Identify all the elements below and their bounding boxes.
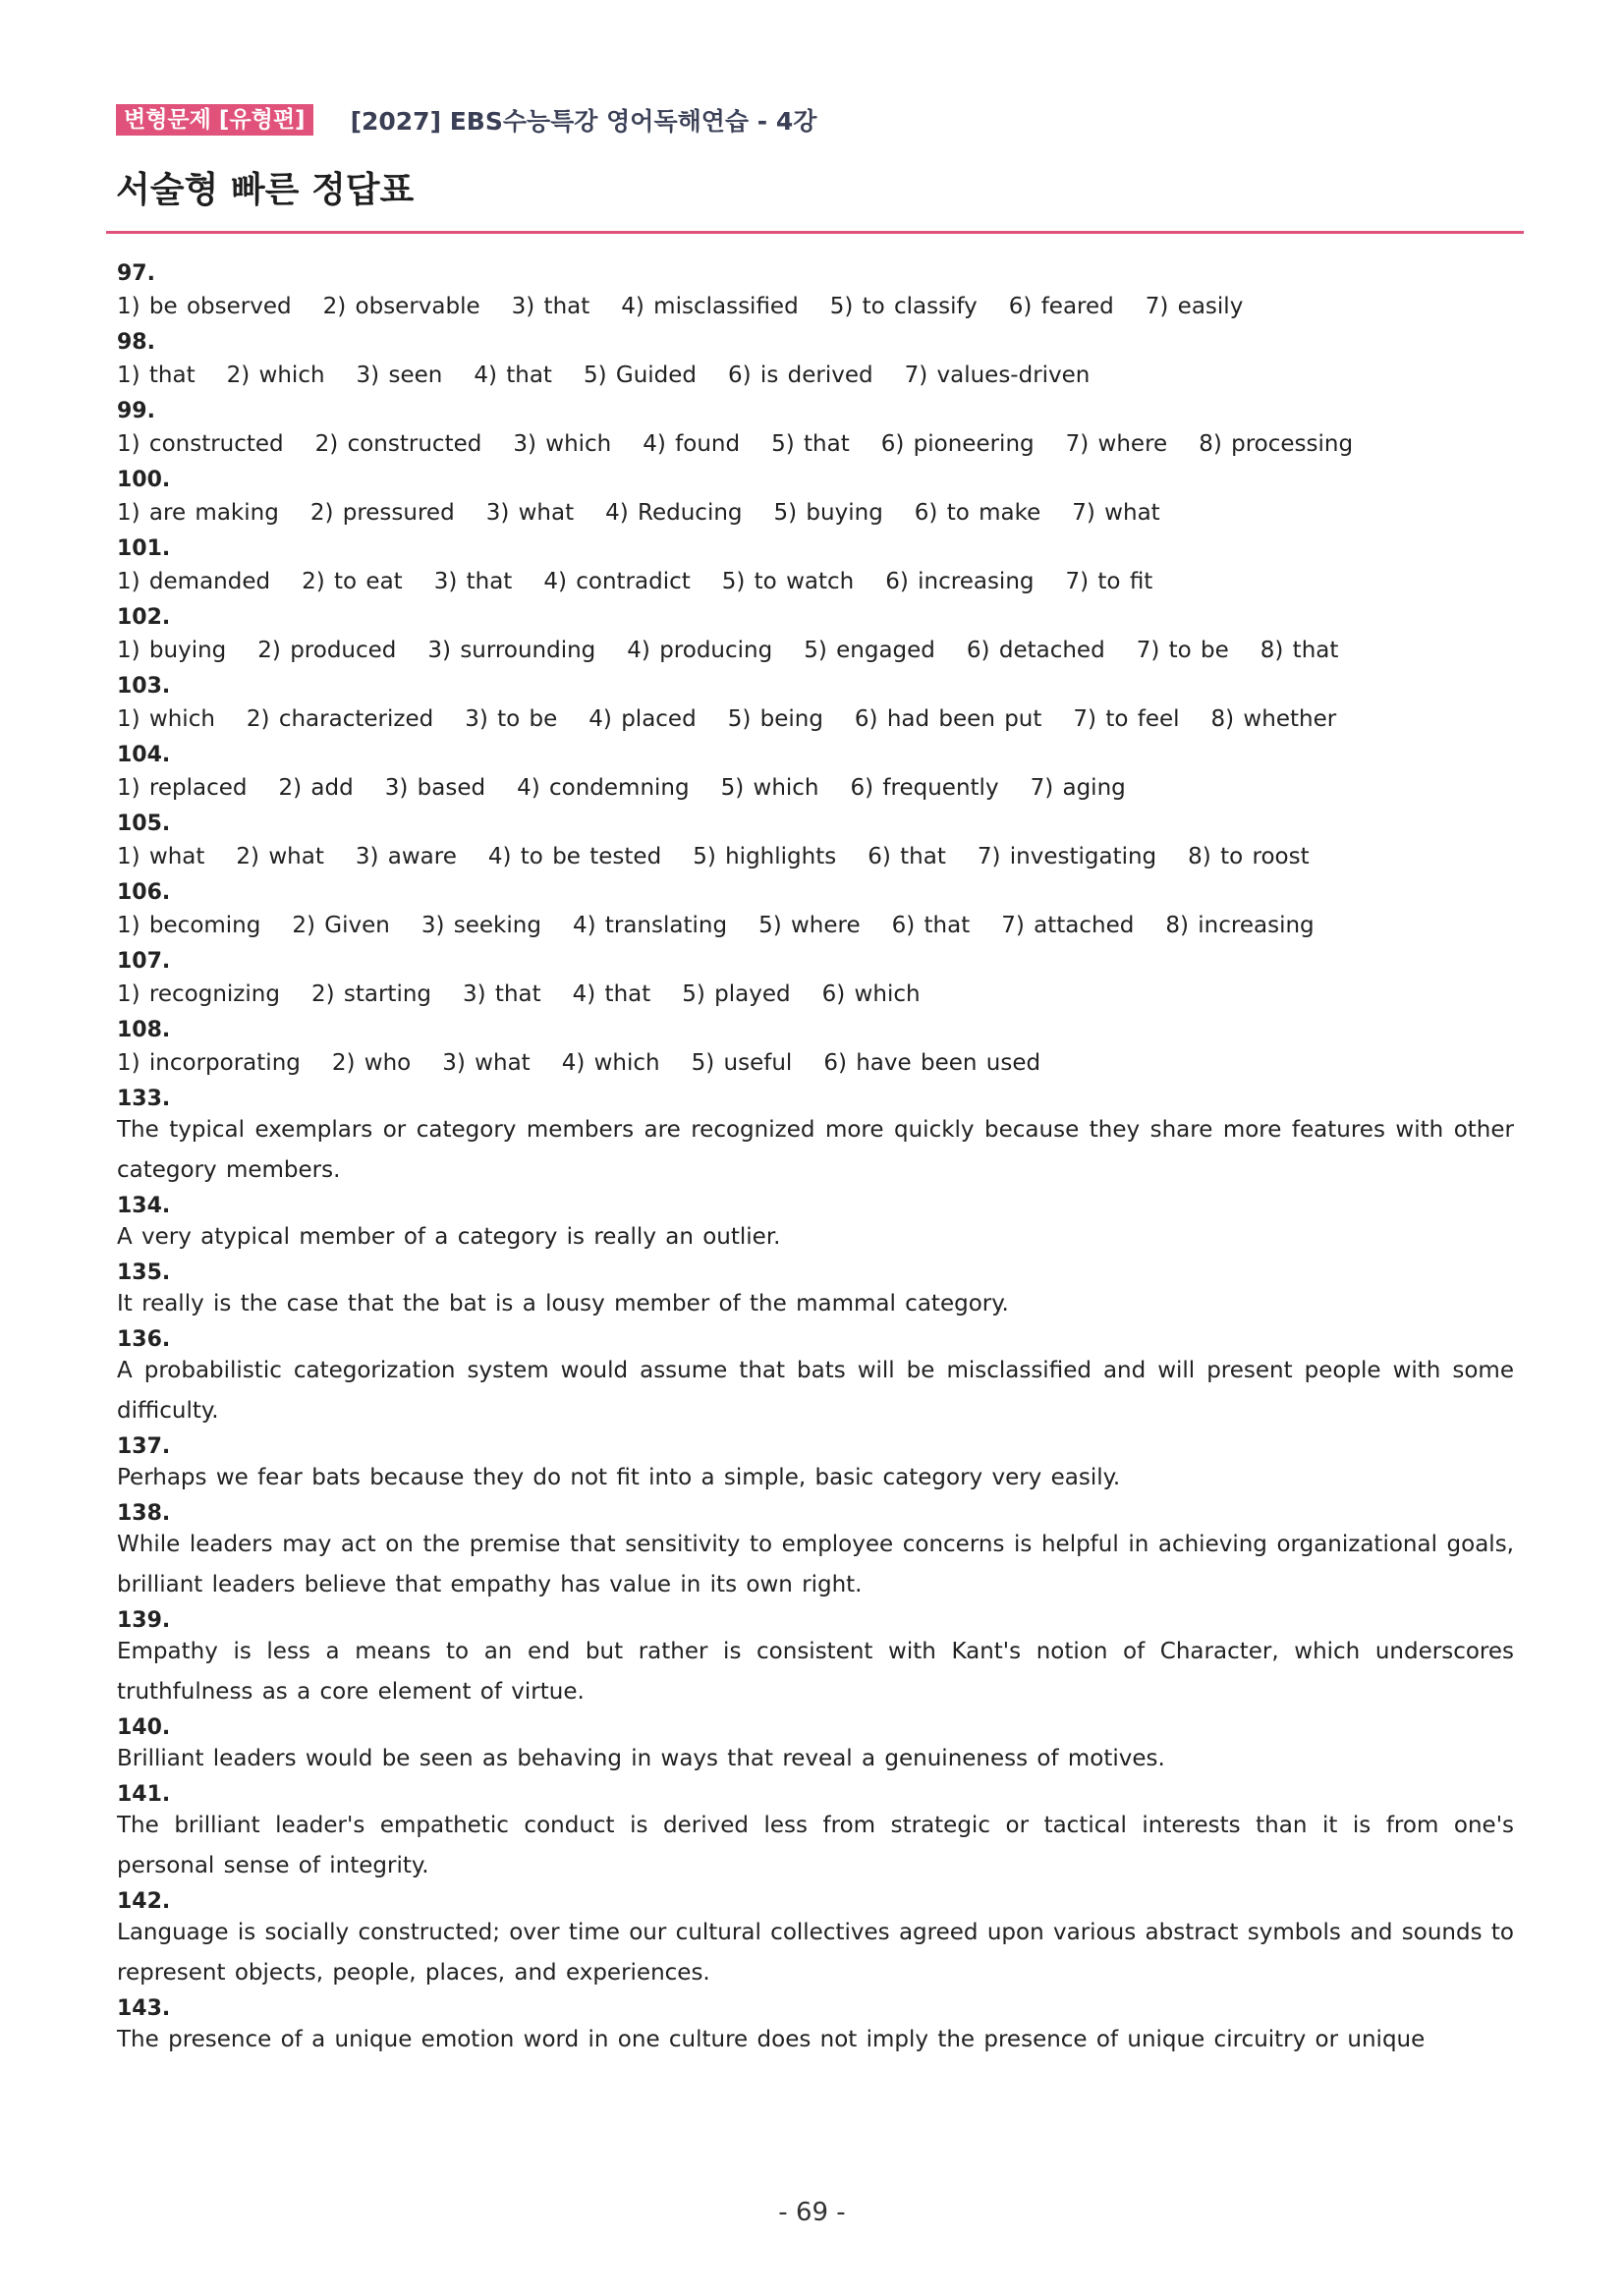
answer-sentence: The presence of a unique emotion word in one culture does not imply the presence of unique circuitry or unique	[117, 2027, 1426, 2052]
page-number: - 69 -	[778, 2198, 846, 2227]
answer-entry: 5) to classify	[829, 294, 978, 319]
sentence-item	[117, 1191, 1514, 1258]
answer-entry: 4) to be tested	[487, 844, 662, 869]
answer-entry: 3) what	[485, 500, 575, 526]
answer-entry: 4) misclassified	[621, 294, 799, 319]
answer-entry: 2) constructed	[314, 431, 482, 457]
answer-entry: 7) what	[1072, 500, 1160, 526]
answer-entry: 3) that	[463, 981, 541, 1007]
question-number: 100.	[117, 468, 171, 492]
answer-entry: 1) demanded	[117, 569, 271, 594]
answer-entry: 7) where	[1065, 431, 1168, 457]
answer-entry: 7) to fit	[1065, 569, 1153, 594]
question-number: 101.	[117, 536, 171, 561]
answer-entry: 6) that	[891, 913, 971, 938]
answer-entry: 6) detached	[966, 638, 1105, 663]
answer-entry: 7) values-driven	[904, 363, 1091, 388]
answer-line	[117, 836, 1514, 877]
sentence-item	[117, 1431, 1514, 1498]
question-number: 99.	[117, 399, 155, 423]
answer-entry: 7) to be	[1136, 638, 1229, 663]
answer-entry: 2) starting	[310, 981, 432, 1007]
answer-entry: 1) constructed	[117, 431, 284, 457]
answer-entry: 3) to be	[465, 706, 558, 732]
answer-entry: 6) which	[821, 981, 921, 1007]
question-number: 138.	[117, 1501, 171, 1526]
answer-entry: 7) investigating	[977, 844, 1157, 869]
sentence-item	[117, 1084, 1514, 1191]
answer-entry: 2) characterized	[246, 706, 434, 732]
answer-item	[117, 671, 1514, 740]
question-number: 139.	[117, 1608, 171, 1633]
answer-sentence: Language is socially constructed; over time our cultural collectives agreed upon various abstract symbols and sounds to represent objects, people, places, and experiences.	[117, 1920, 1514, 1986]
answer-entry: 3) that	[433, 569, 513, 594]
sentence-item	[117, 1258, 1514, 1324]
answer-content	[117, 258, 1514, 2060]
sentence-item	[117, 1498, 1514, 1605]
section-badge: 변형문제 [유형편]	[116, 104, 313, 136]
answer-item	[117, 258, 1514, 327]
answer-entry: 4) producing	[627, 638, 773, 663]
answer-entry: 3) seeking	[420, 913, 541, 938]
answer-item	[117, 1015, 1514, 1084]
answer-entry: 5) buying	[773, 500, 883, 526]
answer-entry: 8) to roost	[1188, 844, 1310, 869]
answer-entry: 1) that	[117, 363, 196, 388]
answer-item	[117, 740, 1514, 809]
answer-entry: 4) translating	[572, 913, 728, 938]
answer-entry: 2) add	[278, 775, 354, 801]
answer-item	[117, 946, 1514, 1015]
answer-line	[117, 1042, 1514, 1084]
question-number: 137.	[117, 1434, 171, 1459]
answer-line	[117, 767, 1514, 809]
answer-entry: 1) replaced	[117, 775, 248, 801]
answer-entry: 4) Reducing	[605, 500, 743, 526]
answer-line	[117, 905, 1514, 946]
answer-entry: 2) Given	[292, 913, 390, 938]
question-number: 142.	[117, 1889, 171, 1914]
answer-entry: 5) engaged	[804, 638, 935, 663]
question-number: 98.	[117, 330, 155, 355]
answer-entry: 2) produced	[257, 638, 397, 663]
question-number: 104.	[117, 743, 171, 767]
answer-sentence: Empathy is less a means to an end but rather is consistent with Kant's notion of Character, which underscores truthfulness as a core element of virtue.	[117, 1639, 1514, 1705]
answer-item	[117, 327, 1514, 396]
answer-entry: 2) who	[331, 1050, 412, 1076]
answer-entry: 1) which	[117, 706, 215, 732]
sentence-answers	[117, 1084, 1514, 2060]
answer-entry: 4) found	[643, 431, 741, 457]
question-number: 106.	[117, 880, 171, 905]
answer-entry: 6) to make	[914, 500, 1041, 526]
answer-entry: 1) are making	[117, 500, 279, 526]
answer-entry: 3) based	[384, 775, 486, 801]
answer-item	[117, 465, 1514, 533]
question-number: 105.	[117, 812, 171, 836]
answer-entry: 6) that	[868, 844, 946, 869]
answer-line	[117, 699, 1514, 740]
page-title: 서술형 빠른 정답표	[116, 170, 415, 210]
answer-entry: 4) which	[561, 1050, 660, 1076]
page-header	[116, 102, 816, 138]
answer-line	[117, 492, 1514, 533]
answer-entry: 2) to eat	[302, 569, 403, 594]
answer-entry: 4) condemning	[517, 775, 690, 801]
answer-entry: 7) to feel	[1073, 706, 1180, 732]
sentence-item	[117, 1605, 1514, 1712]
answer-entry: 3) aware	[355, 844, 457, 869]
answer-entry: 1) buying	[117, 638, 227, 663]
question-number: 135.	[117, 1260, 171, 1285]
answer-entry: 3) which	[513, 431, 612, 457]
question-number: 140.	[117, 1715, 171, 1740]
answer-entry: 5) which	[720, 775, 819, 801]
answer-entry: 6) pioneering	[880, 431, 1035, 457]
question-number: 107.	[117, 949, 171, 974]
answer-item	[117, 396, 1514, 465]
answer-line	[117, 561, 1514, 602]
answer-entry: 1) be observed	[117, 294, 292, 319]
answer-entry: 6) is derived	[728, 363, 873, 388]
answer-entry: 5) Guided	[583, 363, 698, 388]
answer-sets	[117, 258, 1514, 1084]
answer-entry: 8) whether	[1210, 706, 1337, 732]
answer-entry: 4) placed	[588, 706, 697, 732]
answer-entry: 5) to watch	[721, 569, 855, 594]
answer-entry: 5) useful	[691, 1050, 793, 1076]
sentence-item	[117, 1712, 1514, 1779]
question-number: 136.	[117, 1327, 171, 1352]
answer-entry: 4) that	[572, 981, 651, 1007]
answer-entry: 5) highlights	[693, 844, 837, 869]
answer-entry: 5) that	[771, 431, 850, 457]
answer-entry: 8) that	[1260, 638, 1339, 663]
question-number: 102.	[117, 605, 171, 630]
answer-entry: 1) becoming	[117, 913, 261, 938]
answer-entry: 2) observable	[322, 294, 480, 319]
answer-entry: 7) aging	[1030, 775, 1126, 801]
question-number: 97.	[117, 261, 155, 286]
question-number: 108.	[117, 1018, 171, 1042]
answer-entry: 3) surrounding	[427, 638, 596, 663]
answer-entry: 4) that	[474, 363, 552, 388]
answer-entry: 8) processing	[1199, 431, 1354, 457]
answer-entry: 1) incorporating	[117, 1050, 301, 1076]
sentence-item	[117, 1886, 1514, 1993]
answer-item	[117, 877, 1514, 946]
question-number: 133.	[117, 1087, 171, 1111]
sentence-item	[117, 1779, 1514, 1886]
answer-item	[117, 602, 1514, 671]
answer-item	[117, 533, 1514, 602]
answer-entry: 6) feared	[1008, 294, 1114, 319]
answer-entry: 5) being	[727, 706, 823, 732]
answer-sentence: It really is the case that the bat is a lousy member of the mammal category.	[117, 1291, 1009, 1316]
answer-entry: 2) which	[226, 363, 325, 388]
answer-entry: 6) have been used	[823, 1050, 1041, 1076]
answer-sentence: The typical exemplars or category members are recognized more quickly because they share more features with other category members.	[117, 1117, 1514, 1183]
sentence-item	[117, 1993, 1514, 2060]
answer-entry: 2) pressured	[309, 500, 455, 526]
question-number: 143.	[117, 1996, 171, 2021]
answer-entry: 1) recognizing	[117, 981, 280, 1007]
answer-sentence: A probabilistic categorization system would assume that bats will be misclassified and will present people with some difficulty.	[117, 1358, 1514, 1424]
answer-entry: 3) seen	[356, 363, 443, 388]
answer-line	[117, 630, 1514, 671]
question-number: 141.	[117, 1782, 171, 1807]
answer-entry: 6) had been put	[854, 706, 1042, 732]
answer-entry: 7) attached	[1001, 913, 1135, 938]
answer-sentence: While leaders may act on the premise that sensitivity to employee concerns is helpful in achieving organizational goals, brilliant leaders believe that empathy has value in its own right.	[117, 1532, 1514, 1597]
answer-line	[117, 974, 1514, 1015]
answer-sentence: A very atypical member of a category is really an outlier.	[117, 1224, 781, 1250]
question-number: 103.	[117, 674, 171, 699]
answer-entry: 5) where	[758, 913, 861, 938]
answer-line	[117, 286, 1514, 327]
answer-entry: 2) what	[236, 844, 324, 869]
answer-entry: 7) easily	[1145, 294, 1244, 319]
question-number: 134.	[117, 1194, 171, 1218]
series-title: [2027] EBS수능특강 영어독해연습 - 4강	[350, 107, 817, 136]
answer-sentence: The brilliant leader's empathetic conduct is derived less from strategic or tactical interests than it is from one's personal sense of integrity.	[117, 1813, 1514, 1878]
answer-entry: 3) what	[442, 1050, 531, 1076]
answer-entry: 4) contradict	[543, 569, 691, 594]
answer-line	[117, 355, 1514, 396]
answer-entry: 5) played	[682, 981, 791, 1007]
answer-entry: 1) what	[117, 844, 205, 869]
answer-entry: 6) frequently	[850, 775, 999, 801]
answer-sentence: Perhaps we fear bats because they do not fit into a simple, basic category very easily.	[117, 1465, 1121, 1490]
answer-sentence: Brilliant leaders would be seen as behaving in ways that reveal a genuineness of motives.	[117, 1746, 1165, 1771]
answer-entry: 8) increasing	[1165, 913, 1315, 938]
answer-line	[117, 423, 1514, 465]
answer-entry: 6) increasing	[885, 569, 1035, 594]
answer-entry: 3) that	[511, 294, 590, 319]
title-divider	[106, 231, 1524, 234]
answer-item	[117, 809, 1514, 877]
sentence-item	[117, 1324, 1514, 1431]
